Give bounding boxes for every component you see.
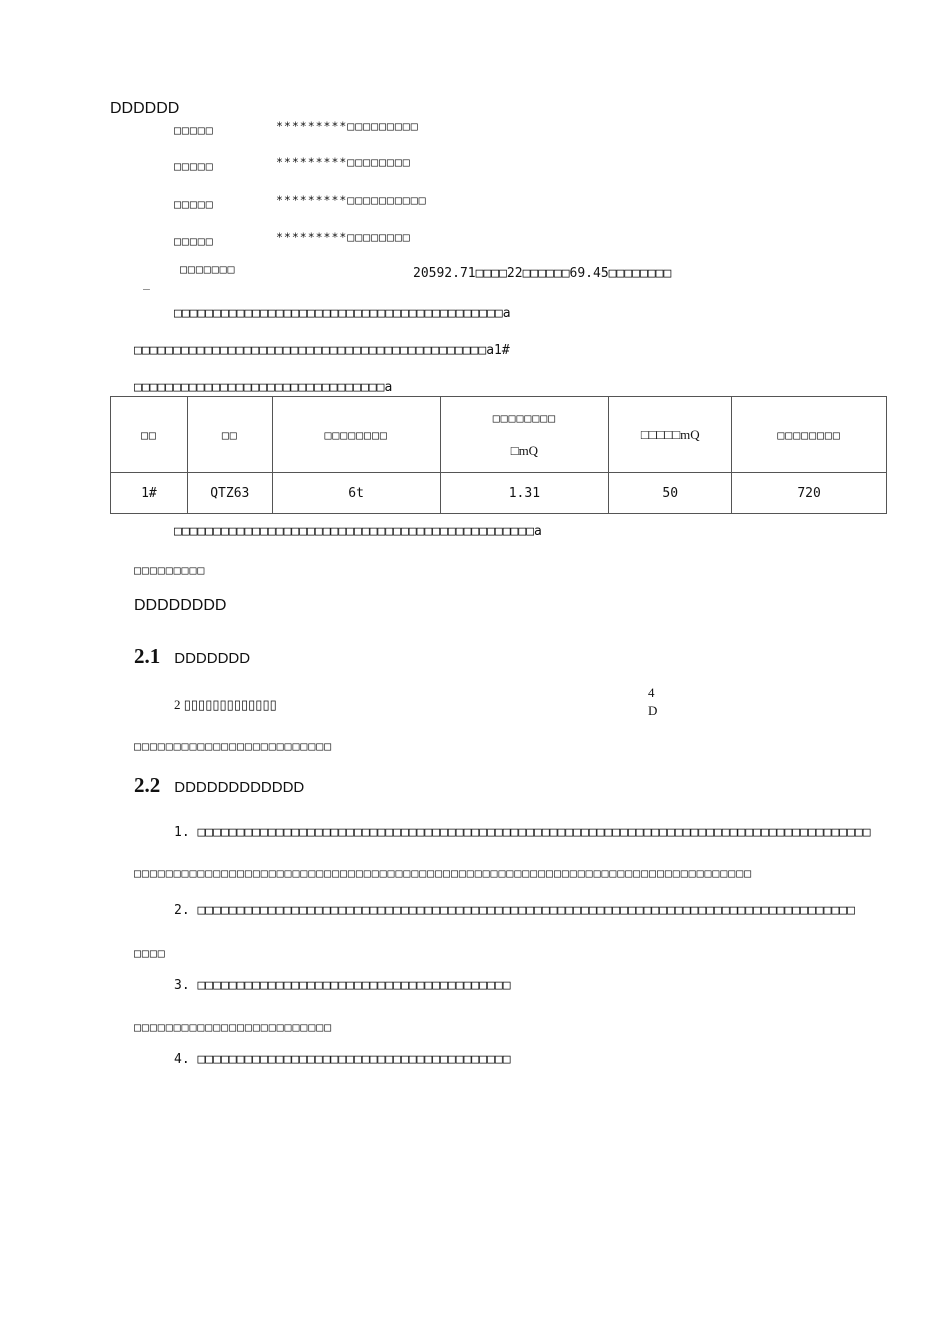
subsection-2-1-heading	[134, 644, 250, 669]
list-item-3-line-2: □□□□□□□□□□□□□□□□□□□□□□□□□	[134, 1020, 333, 1034]
table-row	[111, 473, 887, 514]
table-header-cell: □□□□□□□□	[272, 397, 440, 473]
list-item-4-line-1: 4. □□□□□□□□□□□□□□□□□□□□□□□□□□□□□□□□□□□□□□□□	[174, 1052, 511, 1067]
list-item-2-line-2: □□□□	[134, 946, 166, 960]
table-header-cell: □□	[111, 397, 188, 473]
section-1-title: DDDDDD	[110, 100, 180, 117]
subsection-2-1-line: 2 ▯▯▯▯▯▯▯▯▯▯▯▯▯	[174, 697, 277, 712]
side-note-bottom: D	[648, 703, 658, 718]
section-2-title: DDDDDDDD	[134, 597, 227, 614]
table-cell: 1#	[111, 473, 188, 514]
table-header-cell: □□	[187, 397, 272, 473]
paragraph-5: □□□□□□□□□	[134, 563, 206, 577]
subsection-2-1-paragraph: □□□□□□□□□□□□□□□□□□□□□□□□□	[134, 739, 333, 753]
paragraph-3: □□□□□□□□□□□□□□□□□□□□□□□□□□□□□□□□a	[134, 380, 393, 395]
list-item-3-line-1: 3. □□□□□□□□□□□□□□□□□□□□□□□□□□□□□□□□□□□□□□□□	[174, 978, 511, 993]
table-header-row	[111, 397, 887, 473]
subsection-title: DDDDDDD	[174, 650, 251, 667]
info-value-1: *********□□□□□□□□□	[276, 119, 419, 133]
paragraph-2: □□□□□□□□□□□□□□□□□□□□□□□□□□□□□□□□□□□□□□□□□□□□□a1#	[134, 343, 510, 358]
list-item-1-line-1: 1. □□□□□□□□□□□□□□□□□□□□□□□□□□□□□□□□□□□□□□□□□□□□□□□□□□□□□□□□□□□□□□□□□□□□□□□□□□□□□□□□□□□□□□	[174, 825, 871, 840]
info-label-1: □□□□□	[174, 123, 214, 137]
info-label-4: □□□□□	[174, 234, 214, 248]
info-label-2: □□□□□	[174, 159, 214, 173]
table-header-cell: □□□□□□□□	[732, 397, 887, 473]
paragraph-1: □□□□□□□□□□□□□□□□□□□□□□□□□□□□□□□□□□□□□□□□□□a	[174, 306, 511, 321]
crane-spec-table	[110, 396, 887, 514]
table-header-cell: □□□□□mQ	[609, 397, 732, 473]
table-cell: 1.31	[440, 473, 609, 514]
info-value-3: *********□□□□□□□□□□	[276, 193, 427, 207]
info-value-4: *********□□□□□□□□	[276, 230, 411, 244]
scale-label: □□□□□□□	[180, 262, 236, 276]
subsection-2-2-heading	[134, 773, 304, 798]
table-cell: 720	[732, 473, 887, 514]
paragraph-4: □□□□□□□□□□□□□□□□□□□□□□□□□□□□□□□□□□□□□□□□□□□□□□a	[174, 524, 542, 539]
table-cell: 50	[609, 473, 732, 514]
info-value-2: *********□□□□□□□□	[276, 155, 411, 169]
subsection-number: 2.1	[134, 644, 161, 668]
list-item-1-line-2: □□□□□□□□□□□□□□□□□□□□□□□□□□□□□□□□□□□□□□□□□□□□□□□□□□□□□□□□□□□□□□□□□□□□□□□□□□□□□□	[134, 866, 753, 880]
scale-marker: _	[143, 276, 151, 290]
scale-value: 20592.71□□□□22□□□□□□69.45□□□□□□□□	[413, 266, 672, 281]
subsection-title: DDDDDDDDDDDD	[174, 779, 305, 796]
table-header-cell: □□□□□□□□ □mQ	[440, 397, 609, 473]
subsection-number: 2.2	[134, 773, 161, 797]
list-item-2-line-1: 2. □□□□□□□□□□□□□□□□□□□□□□□□□□□□□□□□□□□□□□□□□□□□□□□□□□□□□□□□□□□□□□□□□□□□□□□□□□□□□□□□□□□□	[174, 903, 855, 918]
table-cell: QTZ63	[187, 473, 272, 514]
side-note-top: 4	[648, 685, 655, 700]
info-label-3: □□□□□	[174, 197, 214, 211]
table-cell: 6t	[272, 473, 440, 514]
